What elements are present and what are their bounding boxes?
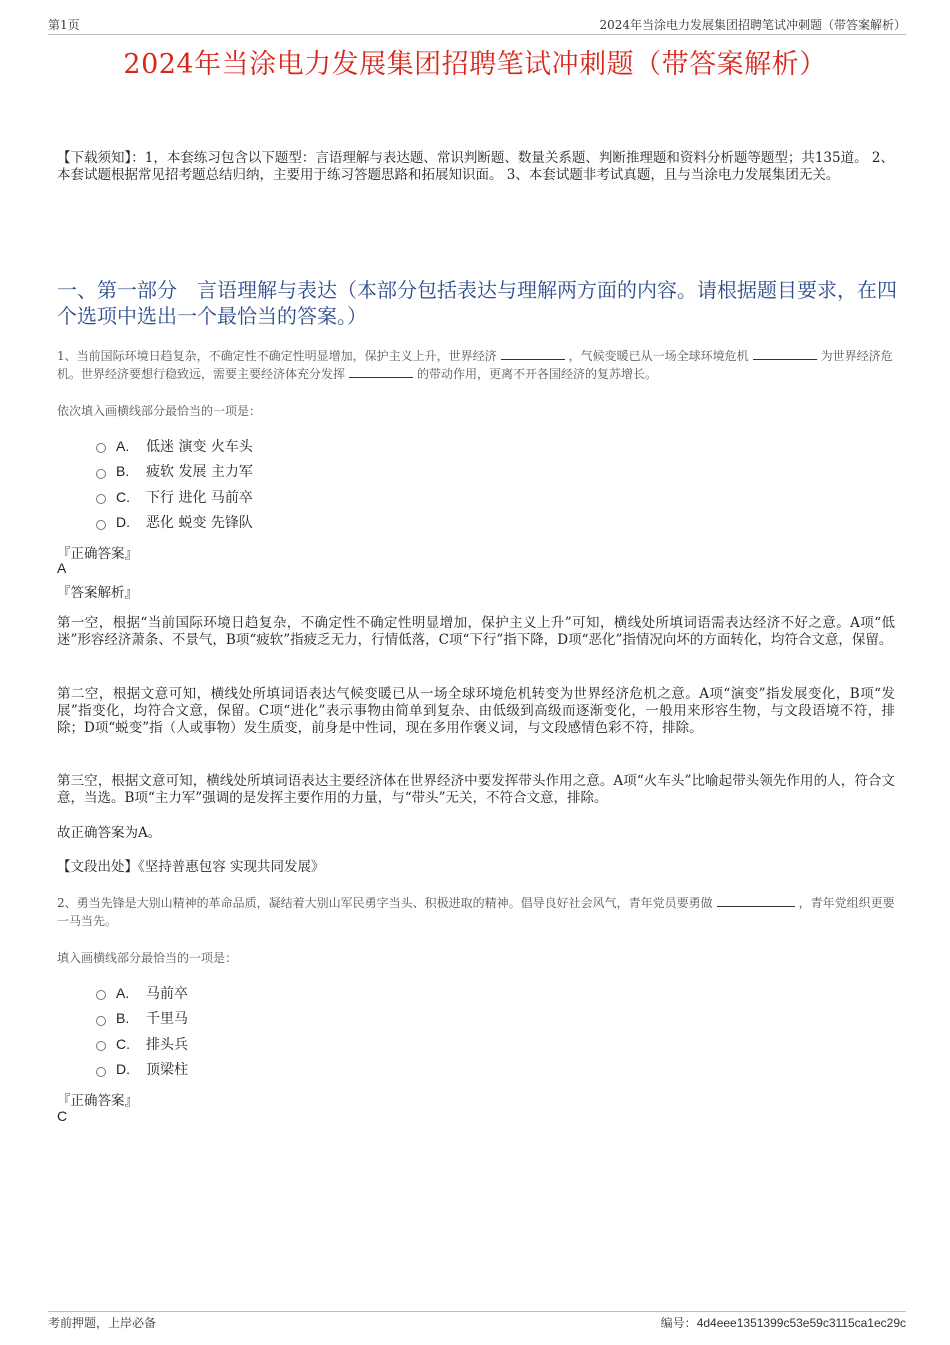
analysis-paragraph-3: 第三空，根据文意可知，横线处所填词语表达主要经济体在世界经济中要发挥带头作用之意。A项“火车头”比喻起带头领先作用的人，符合文意，当选。B项“主力军”强调的是发挥主要作用的力量，与“带头”无关，不符合文意，排除。: [57, 773, 895, 806]
document-title: 2024年当涂电力发展集团招聘笔试冲刺题（带答案解析）: [123, 49, 827, 80]
radio-icon[interactable]: [96, 469, 106, 479]
option-d[interactable]: D. 恶化 蜕变 先锋队: [96, 510, 253, 536]
blank-line: [753, 348, 817, 360]
page-number: 第1页: [48, 18, 80, 32]
option-a[interactable]: A. 马前卒: [96, 980, 188, 1006]
question-2-prompt: 填入画横线部分最恰当的一项是：: [57, 951, 238, 965]
option-c[interactable]: C. 排头兵: [96, 1031, 188, 1057]
analysis-label: 『答案解析』: [57, 585, 138, 601]
radio-icon[interactable]: [96, 1016, 106, 1026]
analysis-conclusion: 故正确答案为A。: [57, 825, 162, 841]
header-doc-title: 2024年当涂电力发展集团招聘笔试冲刺题（带答案解析）: [599, 18, 906, 32]
footer-code: 编号：4d4eee1351399c53e59c3115ca1ec29c: [660, 1316, 906, 1330]
question-1-prompt: 依次填入画横线部分最恰当的一项是：: [57, 404, 262, 418]
section-heading: 一、第一部分 言语理解与表达（本部分包括表达与理解两方面的内容。请根据题目要求，在四个选项中选出一个最恰当的答案。）: [57, 278, 897, 328]
download-notice: 【下载须知】：1，本套练习包含以下题型：言语理解与表达题、常识判断题、数量关系题、判断推理题和资料分析题等题型；共135道。 2、本套试题根据常见招考题总结归纳，主要用于练习答题思路和拓展知识面。 3、本套试题非考试真题，且与当涂电力发展集团无关。: [57, 150, 894, 183]
question-1-stem: 1、当前国际环境日趋复杂，不确定性不确定性明显增加，保护主义上升，世界经济 ，气候变暖已从一场全球环境危机 为世界经济危机。世界经济要想行稳致远，需要主要经济体充分发挥 的带动作用，更离不开各国经济的复苏增长。: [57, 349, 893, 381]
radio-icon[interactable]: [96, 494, 106, 504]
radio-icon[interactable]: [96, 443, 106, 453]
question-2-stem: 2、勇当先锋是大别山精神的革命品质，凝结着大别山军民勇字当头、积极进取的精神。倡导良好社会风气，青年党员要勇做 ，青年党组织更要一马当先。: [57, 896, 895, 928]
answer-value: A: [57, 560, 67, 576]
radio-icon[interactable]: [96, 520, 106, 530]
question-1-options: [96, 433, 253, 535]
document-code: 4d4eee1351399c53e59c3115ca1ec29c: [696, 1316, 906, 1330]
radio-icon[interactable]: [96, 1067, 106, 1077]
analysis-paragraph-2: 第二空，根据文意可知，横线处所填词语表达气候变暖已从一场全球环境危机转变为世界经济危机之意。A项“演变”指发展变化，B项“发展”指变化，均符合文意，保留。C项“进化”表示事物由简单到复杂、由低级到高级而逐渐变化，一般用来形容生物，与文段语境不符，排除；D项“蜕变”指（人或事物）发生质变，前身是中性词，现在多用作褒义词，与文段感情色彩不符，排除。: [57, 686, 895, 736]
footer-slogan: 考前押题，上岸必备: [48, 1316, 157, 1330]
answer-value: C: [57, 1108, 68, 1124]
option-c[interactable]: C. 下行 进化 马前卒: [96, 484, 253, 510]
option-d[interactable]: D. 顶梁柱: [96, 1057, 188, 1083]
blank-line: [717, 895, 795, 907]
page-header: [48, 14, 906, 35]
source-citation: 【文段出处】《坚持普惠包容 实现共同发展》: [57, 859, 325, 875]
option-b[interactable]: B. 千里马: [96, 1006, 188, 1032]
footer-divider: [48, 1311, 906, 1312]
analysis-paragraph-1: 第一空，根据“当前国际环境日趋复杂，不确定性不确定性明显增加，保护主义上升”可知，横线处所填词语需表达经济不好之意。A项“低迷”形容经济萧条、不景气，B项“疲软”指疲乏无力，行情低落，C项“下行”指下降，D项“恶化”指情况向坏的方面转化，均符合文意，保留。: [57, 615, 895, 648]
question-2-options: [96, 980, 188, 1082]
answer-label: 『正确答案』: [57, 1093, 138, 1109]
blank-line: [349, 366, 413, 378]
blank-line: [501, 348, 565, 360]
option-a[interactable]: A. 低迷 演变 火车头: [96, 433, 253, 459]
answer-label: 『正确答案』: [57, 546, 138, 562]
option-b[interactable]: B. 疲软 发展 主力军: [96, 459, 253, 485]
radio-icon[interactable]: [96, 990, 106, 1000]
radio-icon[interactable]: [96, 1041, 106, 1051]
